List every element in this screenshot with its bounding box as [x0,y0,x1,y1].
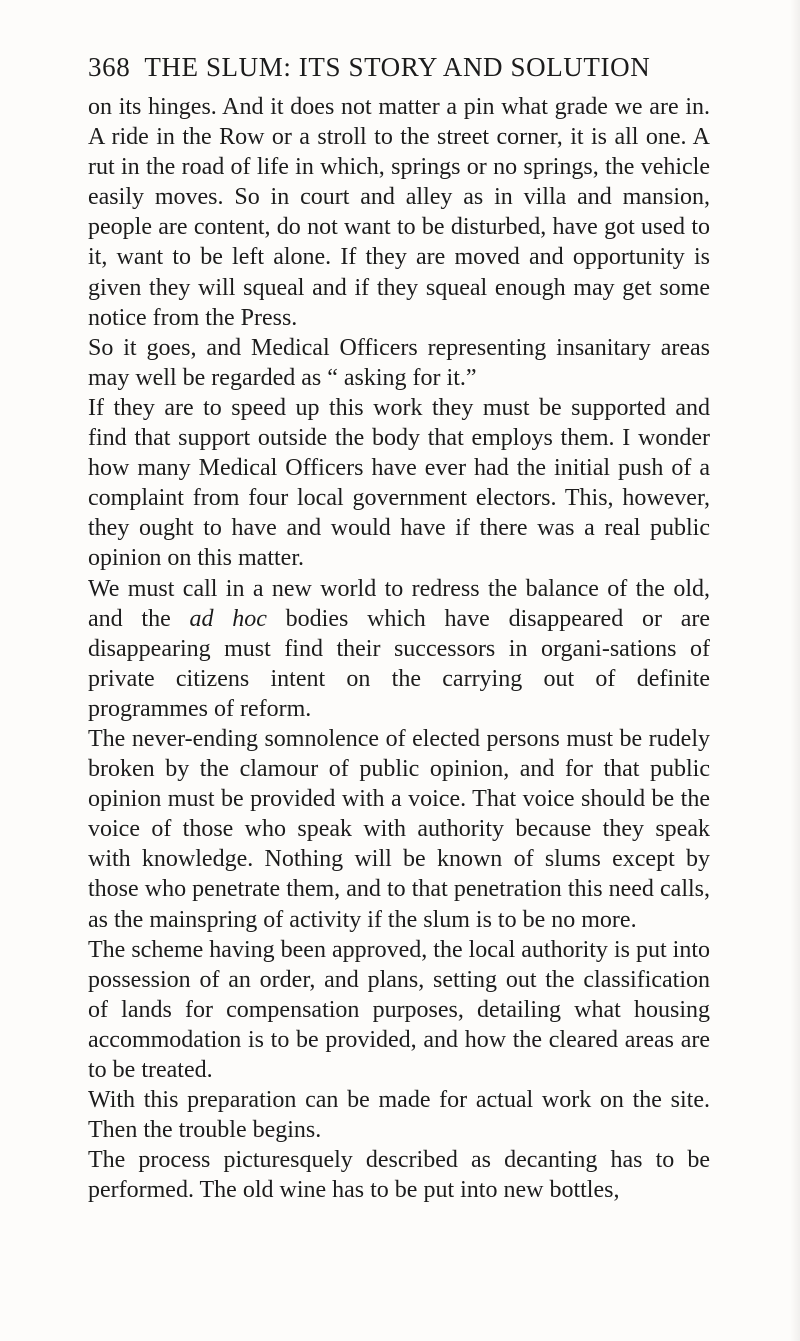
paragraph-1: on its hinges. And it does not matter a pin what grade we are in. A ride in the Row or a stroll to the street corner, it is all one. A rut in the road of life in which, springs or no springs, the vehicle easily moves. So in court and alley as in villa and mansion, people are content, do not want to be disturbed, have got used to it, want to be left alone. If they are moved and opportunity is given they will squeal and if they squeal enough may get some notice from the Press. [88,94,710,331]
running-header [88,52,728,83]
paragraph-2: So it goes, and Medical Officers representing insanitary areas may well be regarded as “ asking for it.” [88,334,710,391]
paragraph-4-end: bodies which have disappeared or are disappearing must find their successors in organi-sations of private citizens intent on the carrying out of definite programmes of reform. [88,605,711,722]
paragraph-4-start: We must call in a new world to redress the balance of the old, and the [88,575,710,632]
paragraph-8: The process picturesquely described as decanting has to be performed. The old wine has to be put into new bottles, [88,1147,710,1204]
running-title: THE SLUM: ITS STORY AND SOLUTION [144,52,651,82]
paragraph-6: The scheme having been approved, the local authority is put into possession of an order, and plans, setting out the classification of lands for compensation purposes, detailing what housing accommodation is to be provided, and how the cleared areas are to be treated. [88,936,710,1083]
paragraph-4 [88,574,710,724]
body-text [88,92,710,1205]
italic-phrase: ad hoc [189,605,267,632]
page-number: 368 [88,52,131,82]
paragraph-7: With this preparation can be made for actual work on the site. Then the trouble begins. [88,1087,710,1144]
paragraph-5: The never-ending somnolence of elected persons must be rudely broken by the clamour of public opinion, and for that public opinion must be provided with a voice. That voice should be the voice of those who speak with authority because they speak with knowledge. Nothing will be known of slums except by those who penetrate them, and to that penetration this need calls, as the mainspring of activity if the slum is to be no more. [88,725,710,933]
page-edge-shadow [790,0,800,1341]
paragraph-3: If they are to speed up this work they must be supported and find that support outside the body that employs them. I wonder how many Medical Officers have ever had the initial push of a complaint from four local government electors. This, however, they ought to have and would have if there was a real public opinion on this matter. [88,394,710,572]
